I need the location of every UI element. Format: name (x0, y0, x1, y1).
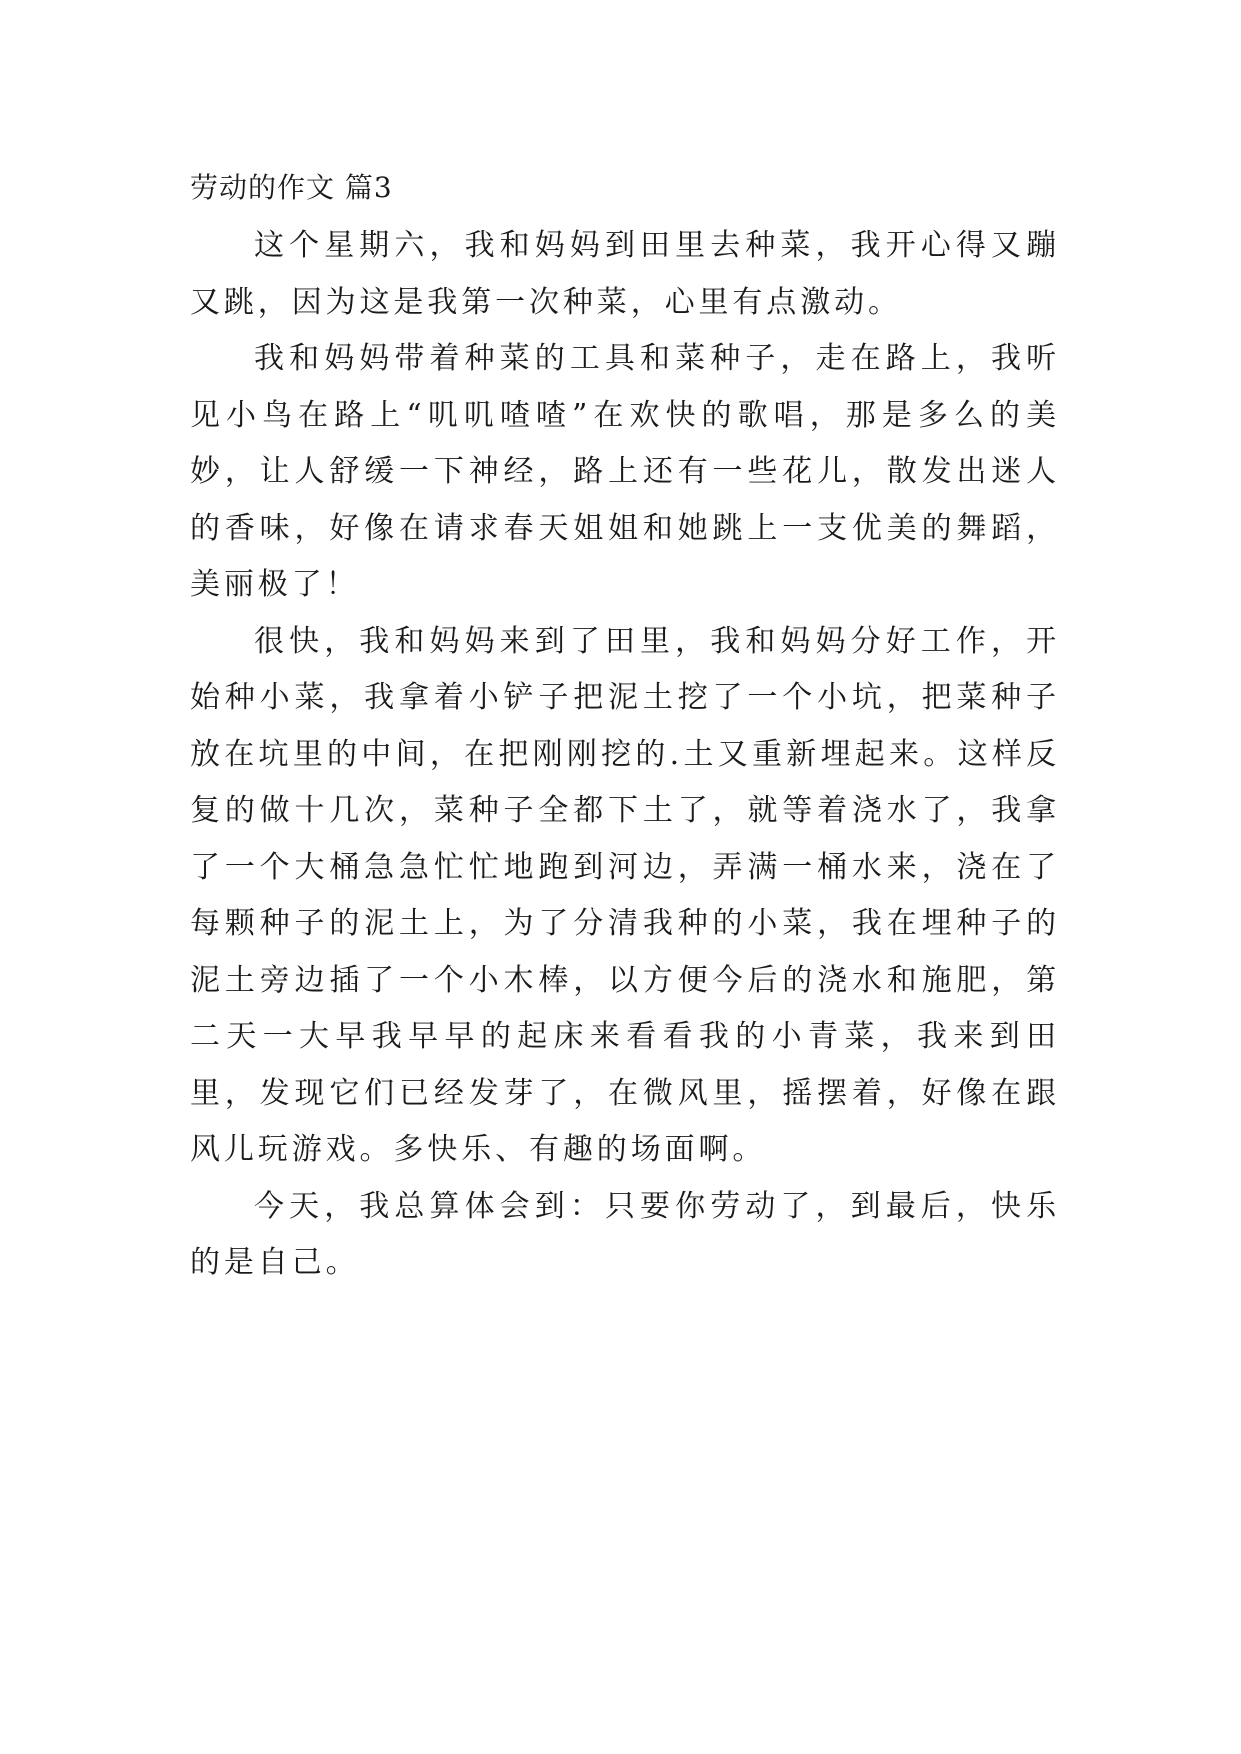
document-body (190, 160, 1060, 1292)
paragraph-4: 今天，我总算体会到：只要你劳动了，到最后，快乐的是自己。 (190, 1188, 1060, 1280)
document-title: 劳动的作文 篇3 (190, 171, 393, 204)
paragraph-3: 很快，我和妈妈来到了田里，我和妈妈分好工作，开始种小菜，我拿着小铲子把泥土挖了一个小坑，把菜种子放在坑里的中间，在把刚刚挖的.土又重新埋起来。这样反复的做十几次，菜种子全都下土了，就等着浇水了，我拿了一个大桶急急忙忙地跑到河边，弄满一桶水来，浇在了每颗种子的泥土上，为了分清我种的小菜，我在埋种子的泥土旁边插了一个小木棒，以方便今后的浇水和施肥，第二天一大早我早早的起床来看看我的小青菜，我来到田里，发现它们已经发芽了，在微风里，摇摆着，好像在跟风儿玩游戏。多快乐、有趣的场面啊。 (190, 623, 1060, 1167)
paragraph-2: 我和妈妈带着种菜的工具和菜种子，走在路上，我听见小鸟在路上“叽叽喳喳”在欢快的歌唱，那是多么的美妙，让人舒缓一下神经，路上还有一些花儿，散发出迷人的香味，好像在请求春天姐姐和她跳上一支优美的舞蹈，美丽极了！ (190, 341, 1060, 602)
paragraph-1: 这个星期六，我和妈妈到田里去种菜，我开心得又蹦又跳，因为这是我第一次种菜，心里有点激动。 (190, 228, 1060, 320)
